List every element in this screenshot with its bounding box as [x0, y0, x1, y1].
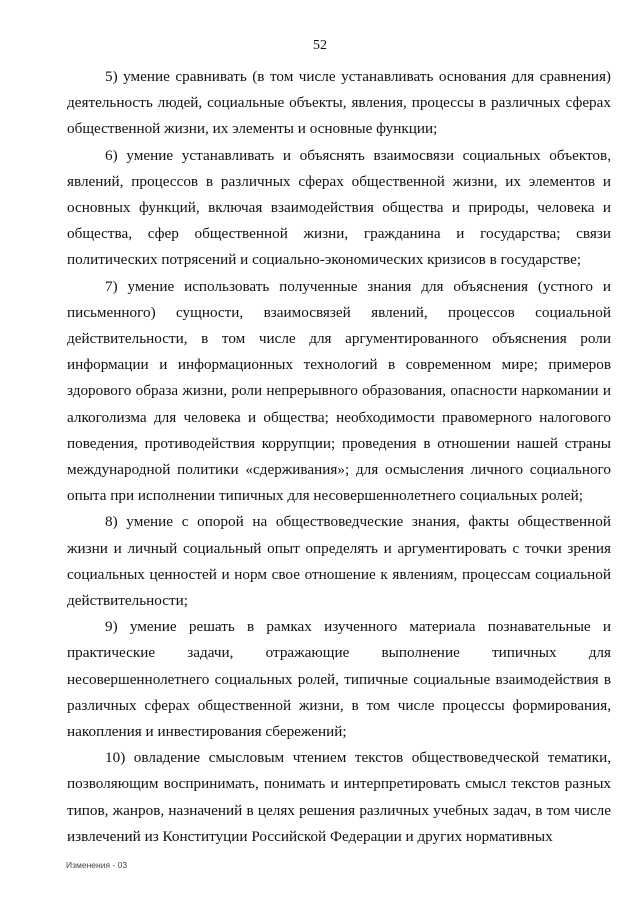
document-body — [67, 64, 611, 850]
paragraph-item-7: 7) умение использовать полученные знания для объяснения (устного и письменного) сущности, взаимосвязей явлений, процессов социальной действительности, в том числе для аргументированного объяснения роли информации и информационных технологий в современном мире; примеров здорового образа жизни, роли непрерывного образования, опасности наркомании и алкоголизма для человека и общества; необходимости правомерного налогового поведения, противодействия коррупции; проведения в отношении нашей страны международной политики «сдерживания»; для осмысления личного социального опыта при исполнении типичных для несовершеннолетнего социальных ролей; — [67, 277, 611, 505]
paragraph-item-5: 5) умение сравнивать (в том числе устанавливать основания для сравнения) деятельность людей, социальные объекты, явления, процессы в различных сферах общественной жизни, их элементы и основные функции; — [67, 68, 611, 138]
paragraph-item-6: 6) умение устанавливать и объяснять взаимосвязи социальных объектов, явлений, процессов в различных сферах общественной жизни, их элементов и основных функций, включая взаимодействия общества и природы, человека и общества, сфер общественной жизни, гражданина и государства; связи политических потрясений и социально-экономических кризисов в государстве; — [67, 146, 611, 269]
page-number: 52 — [313, 38, 327, 53]
paragraph-item-9: 9) умение решать в рамках изученного материала познавательные и практические задачи, отражающие выполнение типичных для несовершеннолетнего социальных ролей, типичные социальные взаимодействия в различных сферах общественной жизни, в том числе процессы формирования, накопления и инвестирования сбережений; — [67, 618, 611, 741]
paragraph-item-8: 8) умение с опорой на обществоведческие знания, факты общественной жизни и личный социальный опыт определять и аргументировать с точки зрения социальных ценностей и норм свое отношение к явлениям, процессам социальной действительности; — [67, 513, 611, 610]
page-footer: Изменения - 03 — [66, 860, 128, 870]
paragraph-item-10: 10) овладение смысловым чтением текстов обществоведческой тематики, позволяющим воспринимать, понимать и интерпретировать смысл текстов разных типов, жанров, назначений в целях решения различных учебных задач, в том числе извлечений из Конституции Российской Федерации и других нормативных — [67, 749, 611, 845]
